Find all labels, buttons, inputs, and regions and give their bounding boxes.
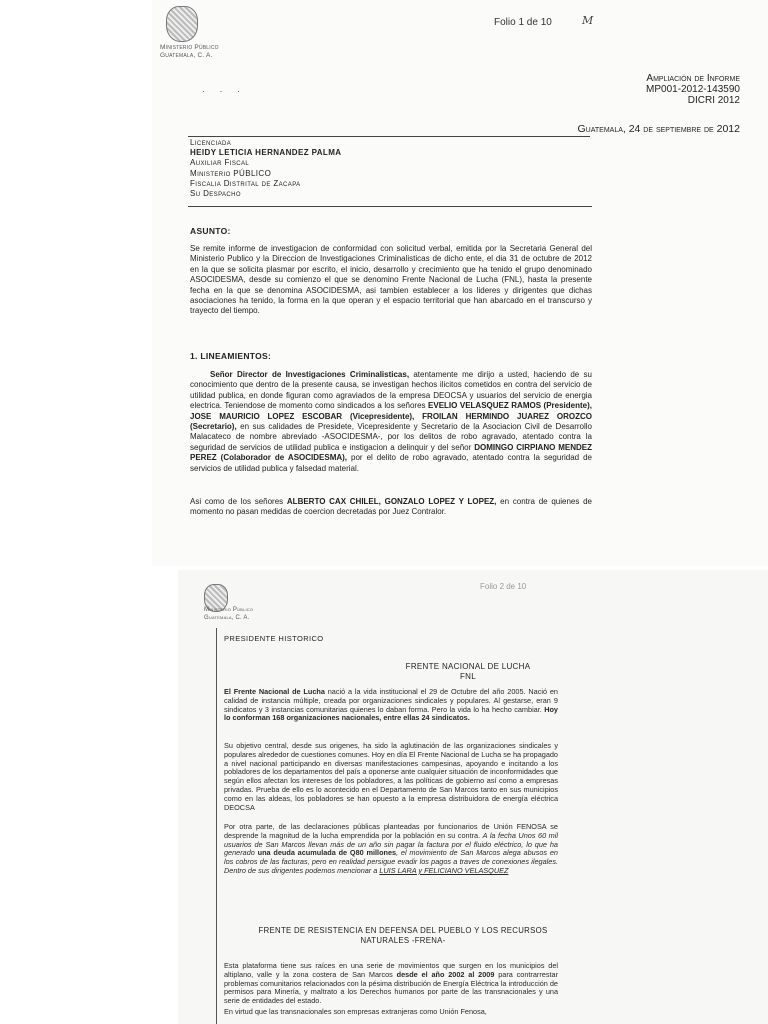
asunto-heading: ASUNTO:	[190, 226, 231, 236]
frena-paragraph-continued: En virtud que las transnacionales son empresas extranjeras como Unión Fenosa,	[224, 1007, 487, 1016]
addressee-block: Licenciada HEIDY LETICIA HERNANDEZ PALMA Auxiliar Fiscal Ministerio PÚBLICO Fiscalia Distrital de Zacapa Su Despacho	[190, 138, 342, 199]
asunto-paragraph: Se remite informe de investigacion de conformidad con solicitud verbal, emitida por la Secretaria General del Ministerio Publico y la Direccion de Investigaciones Criminalisticas de dicho ente, el dia 31 de octubre de 2012 en la que se solicita plasmar por escrito, el inicio, desarrollo y crecimiento que ha tenido el grupo denominado ASOCIDESMA, desde su comienzo el que se denomino Frente Nacional de Lucha (FNL), hasta la presente fecha en la que se denomina ASOCIDESMA, asi tambien establecer a los lideres y dirigentes que dichas asociaciones ha tenido, la forma en la que operan y el espacio territorial que han abarcado en el transcurso y trayecto del tiempo.	[190, 244, 592, 316]
scan-specks: · · ·	[202, 86, 246, 96]
report-reference	[646, 73, 740, 106]
lineamientos-heading: 1. LINEAMIENTOS:	[190, 351, 272, 361]
coat-of-arms-emblem	[166, 6, 198, 42]
document-page-1	[152, 0, 768, 566]
handwritten-initials: M	[582, 14, 594, 27]
lineamientos-paragraph: Señor Director de Investigaciones Criminalisticas, atentamente me dirijo a usted, haciendo de su conocimiento que dentro de la presente causa, se investigan hechos ilicitos cometidos en contra del servicio de utilidad publica, en donde figuran como agraviados de la empresa DEOCSA y usuarios del servicio de energia electrica. Teniendose de momento como sindicados a los señores EVELIO VELASQUEZ RAMOS (Presidente), JOSE MAURICIO LOPEZ ESCOBAR (Vicepresidente), FROILAN HERMINDO JUAREZ OROZCO (Secretario), en sus calidades de Presidete, Vicepresidente y Secretario de la Asociacion Civil de Desarrollo Malacateco de nombre abreviado -ASOCIDESMA-, por los delitos de robo agravado, atentado contra la seguridad de servicios de utilidad publica e instigacion a delinquir y del señor DOMINGO CIRPIANO MENDEZ PEREZ (Colaborador de ASOCIDESMA), por el delito de robo agravado, atentado contra la seguridad de servicios de utilidad publica y falsedad material.	[190, 370, 593, 473]
folio-number: Folio 1 de 10	[494, 17, 552, 28]
fnl-title: FRENTE NACIONAL DE LUCHA FNL	[405, 662, 531, 681]
historical-president-heading: PRESIDENTE HISTORICO	[224, 634, 324, 643]
document-page-2	[178, 570, 768, 1024]
folio-number: Folio 2 de 10	[480, 582, 527, 591]
frena-title: FRENTE DE RESISTENCIA EN DEFENSA DEL PUEBLO Y LOS RECURSOS NATURALES -FRENA-	[258, 926, 548, 945]
fnl-paragraph: El Frente Nacional de Lucha nació a la vida institucional el 29 de Octubre del año 2005. Nació en calidad de instancia múltiple, creada por organizaciones sindicales y populares. Al gestarse, eran 9 sindicatos y 3 instancias comunitarias quienes lo daban forma. Pero la vida lo ha hecho cambiar. Hoy lo conforman 168 organizaciones nacionales, entre ellas 24 sindicatos.	[224, 687, 558, 723]
fenosa-paragraph: Por otra parte, de las declaraciones públicas planteadas por funcionarios de Unión FENOSA se desprende la magnitud de la lucha emprendida por la población en su contra. A la fecha Unos 60 mil usuarios de San Marcos llevan más de un año sin pagar la factura por el fluido eléctrico, lo que ha generado una deuda acumulada de Q80 millones, el movimiento de San Marcos alega abusos en los cobros de las facturas, pero en realidad persigue evadir los pagos a traves de conexiones ilegales. Dentro de sus dirigentes podemos mencionar a LUIS LARA y FELICIANO VELASQUEZ	[224, 822, 559, 875]
frena-paragraph: Esta plataforma tiene sus raíces en una serie de movimientos que surgen en los municipios del altiplano, valle y la zona costera de San Marcos desde el año 2002 al 2009 para contrarrestar problemas comunitarios relacionados con la pésima distribución de Energía Eléctrica la introducción de permisos para Minería, y maltrato a los Derechos humanos por parte de las transnacionales y una serie de entidades del estado.	[224, 961, 558, 1006]
report-label: Ampliación de Informe	[646, 73, 740, 84]
leaders-names: LUIS LARA y FELICIANO VELASQUEZ	[379, 865, 509, 875]
case-number: MP001-2012-143590	[646, 84, 740, 95]
addressee-divider	[188, 206, 592, 207]
margin-rule	[216, 628, 217, 1024]
place-and-date: Guatemala, 24 de septiembre de 2012	[577, 123, 740, 135]
agency-name: Ministerio Público Guatemala, C. A.	[160, 44, 219, 59]
fnl-objective-paragraph: Su objetivo central, desde sus origenes, ha sido la aglutinación de las organizaciones sindicales y populares alrededor de cuestiones comunes. Hoy en día El Frente Nacional de Lucha se ha propagado a nivel nacional participando en diversas manifestaciones campesinas, apoyando e incitando a los pobladores de los departamentos del país a oponerse ante cualquier situación de inconformidades que según ellos afectan los intereses de los pobladores, a las políticas de gobierno así como a empresas privadas. Prueba de ello es lo acontecido en el Departamento de San Marcos tanto en sus municipios como en las aldeas, los pobladores se han opuesto a la empresa distribuidora de energía eléctrica DEOCSA	[224, 741, 558, 812]
agency-name: Ministerio Público Guatemala, C. A.	[204, 607, 254, 621]
header-divider	[188, 136, 590, 137]
lineamientos-closing: Asi como de los señores ALBERTO CAX CHILEL, GONZALO LOPEZ Y LOPEZ, en contra de quienes de momento no pasan medidas de coercion decretadas por Juez Contralor.	[190, 497, 592, 517]
unit-code: DICRI 2012	[687, 95, 740, 106]
